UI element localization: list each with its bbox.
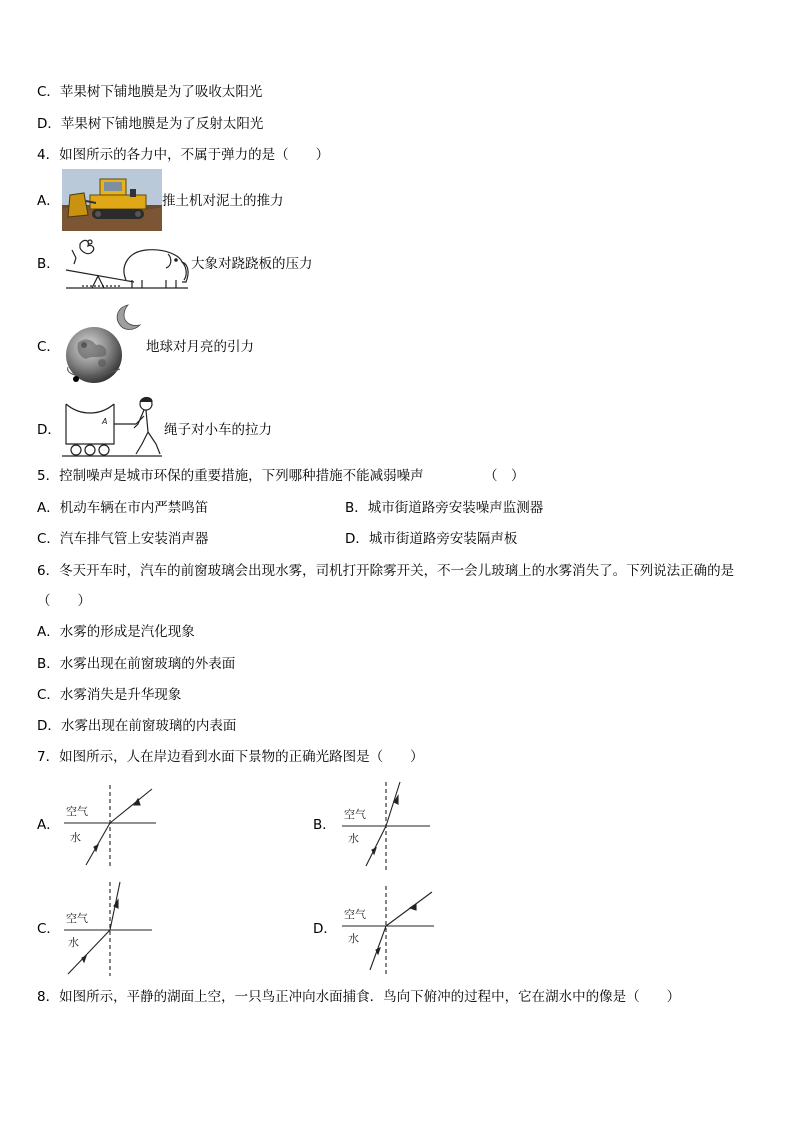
q5-option-c: C．汽车排气管上安装消声器 [37,531,209,547]
elephant-seesaw-image [62,236,192,294]
q7-diagram-a [60,785,160,869]
q4-option-b-text: 大象对跷跷板的压力 [191,256,313,272]
q7-option-c-letter: C． [37,921,60,937]
q4-option-a-text: 推土机对泥土的推力 [162,193,284,209]
water-label: 水 [348,832,359,845]
earth-moon-image [62,303,144,387]
q5-answer-paren: （ ） [484,468,525,484]
q5-stem: 5．控制噪声是城市环保的重要措施，下列哪种措施不能减弱噪声 [37,468,424,484]
q6-stem: 6．冬天开车时，汽车的前窗玻璃会出现水雾，司机打开除雾开关，不一会儿玻璃上的水雾消失了。下列说法正确的是 [37,563,735,579]
cart-label-a: A [102,417,108,426]
q7-option-a-letter: A． [37,817,60,833]
water-label: 水 [68,936,79,949]
q6-option-b: B．水雾出现在前窗玻璃的外表面 [37,656,236,672]
air-label: 空气 [344,908,366,921]
water-label: 水 [348,932,359,945]
air-label: 空气 [344,808,366,821]
q7-diagram-d [340,884,436,974]
q3-option-c: C．苹果树下铺地膜是为了吸收太阳光 [37,84,263,100]
water-label: 水 [70,831,81,844]
q5-option-a: A．机动车辆在市内严禁鸣笛 [37,500,209,516]
air-label: 空气 [66,805,88,818]
q7-option-b-letter: B． [313,817,336,833]
q4-option-d-text: 绳子对小车的拉力 [164,422,272,438]
q4-option-c-text: 地球对月亮的引力 [146,339,254,355]
q4-option-b-letter: B． [37,256,60,272]
q5-option-b: B．城市街道路旁安装噪声监测器 [345,500,544,516]
q7-diagram-c [62,880,154,976]
q6-option-d: D．水雾出现在前窗玻璃的内表面 [37,718,237,734]
cart-pulling-image [62,394,164,460]
q4-option-d-letter: D． [37,422,61,438]
q3-option-d: D．苹果树下铺地膜是为了反射太阳光 [37,116,264,132]
q7-diagram-b [340,780,432,870]
q8-stem: 8．如图所示，平静的湖面上空，一只鸟正冲向水面捕食．鸟向下俯冲的过程中，它在湖水中的像是（ ） [37,989,681,1005]
q7-option-d-letter: D． [313,921,337,937]
q4-option-a-letter: A． [37,193,60,209]
q7-stem: 7．如图所示，人在岸边看到水面下景物的正确光路图是（ ） [37,749,424,765]
air-label: 空气 [66,912,88,925]
q4-stem: 4．如图所示的各力中，不属于弹力的是（ ） [37,147,330,163]
q5-option-d: D．城市街道路旁安装隔声板 [345,531,518,547]
q4-option-c-letter: C． [37,339,60,355]
q6-option-a: A．水雾的形成是汽化现象 [37,624,195,640]
bulldozer-image [62,169,162,231]
q6-option-c: C．水雾消失是升华现象 [37,687,182,703]
q6-answer-paren: （ ） [37,593,91,609]
